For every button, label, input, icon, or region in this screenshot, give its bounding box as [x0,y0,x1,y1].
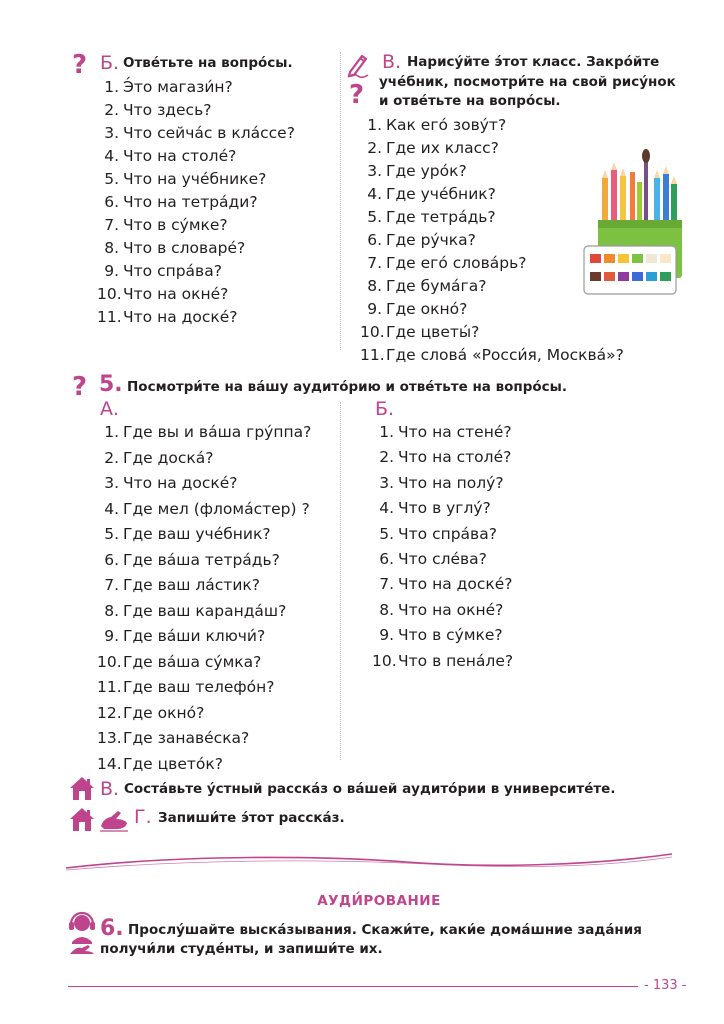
list-item [97,122,295,145]
item-text: Что на полу́? [398,473,504,492]
item-text: Как его́ зову́т? [386,116,507,134]
list-item [97,752,311,778]
item-number: 7. [104,576,119,594]
item-text: Э́то магази́н? [123,78,233,96]
item-text: Что на столе́? [398,448,512,467]
column-letter-b: Б. [375,398,395,420]
list-item [97,599,311,625]
item-number: 7. [367,254,382,272]
list-item [372,598,513,623]
section-letter-b: Б. [100,52,120,74]
column-divider [340,52,341,350]
list-item [372,547,513,572]
item-text: Где тетра́дь? [386,208,496,226]
section-v-title-line2: уче́бник, посмотри́те на свой рису́нок [379,74,676,90]
task-letter-g: Г. [134,806,152,828]
section-heading-audio: АУДИ́РОВАНИЕ [317,893,441,909]
list-item [97,650,311,676]
exercise-6-line1: Прослу́шайте выска́зывания. Скажи́те, каки́е дома́шние зада́ния [128,922,642,938]
item-text: Где занаве́ска? [123,729,250,747]
item-text: Где окно́? [123,703,205,722]
list-item [372,522,513,547]
item-text: Что сле́ва? [398,549,487,568]
item-number: 3. [104,124,119,142]
list-item [372,572,513,597]
item-number: 1. [104,78,119,96]
item-text: Где слова́ «Росси́я, Москва́»? [386,346,624,364]
item-number: 4. [367,185,382,203]
item-number: 8. [104,239,119,257]
item-number: 4. [104,499,119,518]
item-number: 6. [379,549,394,568]
house-icon [68,775,96,801]
item-text: Что в су́мке? [398,626,503,645]
section-letter-v: В. [382,51,402,73]
item-text: Что здесь? [123,101,212,119]
list-item [97,446,311,472]
item-number: 2. [379,448,394,467]
item-number: 10. [372,651,397,670]
item-number: 6. [104,193,119,211]
item-text: Что на окне́? [398,600,504,619]
task-g-text: Запиши́те э́тот расска́з. [158,810,345,826]
footer-line [68,986,638,987]
list-item [97,76,295,99]
item-text: Где уче́бник? [386,185,496,203]
item-number: 9. [367,300,382,318]
section-v-title-line3: и отве́тьте на вопро́сы. [379,93,561,109]
item-number: 2. [104,101,119,119]
item-number: 4. [379,499,394,518]
item-text: Где цветы́? [386,323,480,341]
headphones-person-icon [68,910,96,958]
item-text: Что на окне́? [123,285,229,303]
list-item [97,283,295,306]
item-text: Где ва́ша тетра́дь? [123,550,280,569]
item-number: 8. [367,277,382,295]
item-number: 10. [360,323,385,341]
item-number: 5. [379,524,394,543]
question-icon: ? [72,372,88,402]
question-icon: ? [349,80,365,110]
item-number: 1. [379,423,394,441]
list-item [360,344,624,367]
item-number: 11. [97,308,122,326]
item-number: 10. [97,652,122,671]
item-number: 9. [104,627,119,645]
page-number: - 133 - [644,978,687,993]
item-text: Что на доске́? [398,575,513,594]
list-item [97,420,311,446]
item-text: Где вы и ва́ша гру́ппа? [123,423,312,441]
exercise-5-column-b [372,420,513,674]
item-text: Где мел (флома́стер) ? [123,499,310,518]
item-text: Где ваш уче́бник? [123,525,271,543]
question-icon: ? [72,50,88,80]
list-item [372,649,513,674]
item-number: 14. [97,754,122,773]
list-item [97,471,311,497]
list-item [97,191,295,214]
item-text: Что спра́ва? [398,524,497,543]
list-item [97,145,295,168]
item-number: 5. [104,525,119,543]
item-text: Что спра́ва? [123,262,222,280]
list-item [372,496,513,521]
item-number: 8. [379,600,394,619]
item-number: 12. [97,703,122,722]
pencil-icon [346,52,370,78]
item-text: Где доска́? [123,448,214,467]
item-number: 9. [104,262,119,280]
list-item [97,726,311,752]
list-item [372,471,513,496]
stationery-illustration [580,148,690,298]
list-item [97,522,311,548]
section-b-title: Отве́тьте на вопро́сы. [123,55,293,71]
item-number: 4. [104,147,119,165]
item-number: 2. [104,448,119,467]
task-v-text: Соста́вьте у́стный расска́з о ва́шей аудито́рии в университе́те. [124,781,616,797]
item-number: 3. [367,162,382,180]
item-number: 6. [367,231,382,249]
item-text: Что сейча́с в кла́ссе? [123,124,295,142]
list-item [97,497,311,523]
list-item [360,114,624,137]
list-item [372,445,513,470]
house-icon [68,806,96,832]
list-item [97,237,295,260]
item-text: Где окно́? [386,300,468,318]
item-text: Что в углу́? [398,499,491,518]
item-text: Где ваш каранда́ш? [123,601,287,620]
item-number: 5. [104,170,119,188]
decorative-wave-line [66,852,672,872]
item-text: Где бума́га? [386,277,487,295]
item-text: Что в словаре́? [123,239,246,257]
list-item [97,548,311,574]
item-text: Что на тетра́ди? [123,193,258,211]
list-item [360,298,624,321]
exercise-5-column-a [97,420,311,777]
item-number: 1. [104,423,119,441]
item-text: Где ва́ша су́мка? [123,652,262,671]
item-text: Где ваш ла́стик? [123,576,260,594]
column-divider [340,402,341,760]
list-item [97,573,311,599]
list-item [360,321,624,344]
exercise-5-title: Посмотри́те на ва́шу аудито́рию и отве́тьте на вопро́сы. [127,379,568,395]
item-number: 3. [379,473,394,492]
item-text: Что на доске́? [123,474,238,492]
item-text: Что на стене́? [398,423,512,441]
item-number: 13. [97,729,122,747]
section-v-title-line1: Нарису́йте э́тот класс. Закро́йте [407,54,660,70]
list-item [97,99,295,122]
item-text: Что в пена́ле? [398,651,514,670]
item-number: 6. [104,550,119,569]
item-text: Где их класс? [386,139,499,157]
item-number: 5. [367,208,382,226]
task-letter-v: В. [100,778,120,800]
exercise-6-line2: получи́ли студе́нты, и запиши́те их. [100,941,383,957]
item-text: Где его́ слова́рь? [386,254,527,272]
item-text: Где ваш телефо́н? [123,678,275,696]
item-number: 8. [104,601,119,620]
item-text: Что на доске́? [123,308,238,326]
item-number: 1. [367,116,382,134]
list-item [97,168,295,191]
list-item [97,260,295,283]
item-number: 7. [104,216,119,234]
item-number: 9. [379,626,394,645]
list-item [97,214,295,237]
item-text: Где уро́к? [386,162,467,180]
list-item [97,306,295,329]
list-item [372,623,513,648]
list-item [97,675,311,701]
section-b-questions [97,76,295,329]
exercise-number: 5. [99,372,123,397]
item-number: 7. [379,575,394,594]
list-item [97,701,311,727]
item-text: Где ва́ши ключи́? [123,627,266,645]
list-item [97,624,311,650]
item-number: 10. [97,285,122,303]
exercise-number: 6. [100,916,124,941]
item-number: 11. [360,346,385,364]
item-text: Что на столе́? [123,147,237,165]
item-number: 2. [367,139,382,157]
column-letter-a: А. [100,398,120,420]
item-number: 11. [97,678,122,696]
item-text: Где цвето́к? [123,754,223,773]
item-text: Где ру́чка? [386,231,476,249]
item-text: Что на уче́бнике? [123,170,267,188]
item-number: 3. [104,474,119,492]
item-text: Что в су́мке? [123,216,228,234]
writing-hand-icon [98,808,130,832]
list-item [372,420,513,445]
